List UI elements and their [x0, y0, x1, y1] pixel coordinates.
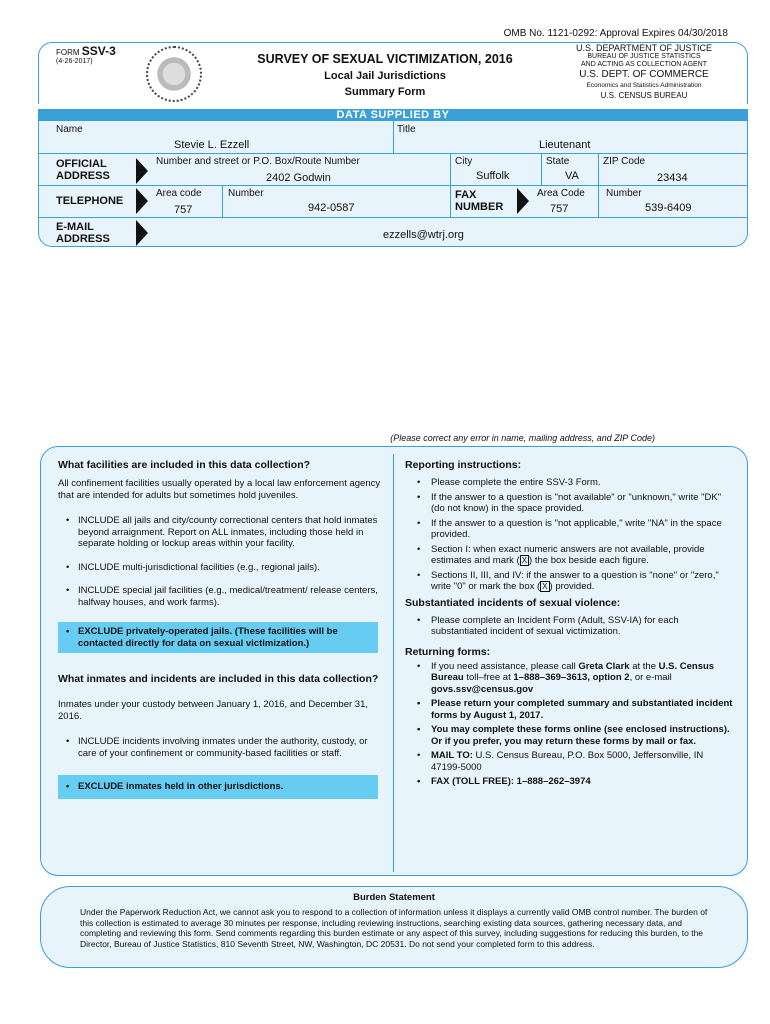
- title-field[interactable]: Lieutenant: [539, 139, 591, 151]
- facilities-heading: What facilities are included in this data collection?: [58, 459, 311, 471]
- arrow-right-icon: [136, 220, 148, 246]
- left-column: [58, 459, 383, 799]
- inmates-paragraph: Inmates under your custody between January 1, 2016, and December 31, 2016.: [58, 699, 368, 722]
- column-divider: [393, 454, 394, 872]
- area-code-field[interactable]: 757: [174, 204, 193, 216]
- street-field[interactable]: 2402 Godwin: [266, 172, 331, 184]
- list-item: • INCLUDE multi-jurisdictional facilities (e.g., regional jails).: [64, 562, 383, 574]
- exclude-other-jurisdictions-callout: [58, 775, 378, 799]
- list-item: • Please return your completed summary and substantiated incident forms by August 1, 2017.: [405, 698, 735, 721]
- divider: [598, 153, 599, 185]
- divider: [38, 217, 748, 218]
- arrow-right-icon: [136, 188, 148, 214]
- list-item: • You may complete these forms online (see enclosed instructions). Or if you prefer, you may return these forms by mail or fax.: [405, 724, 735, 747]
- name-label: Name: [56, 124, 83, 135]
- title-label: Title: [397, 124, 416, 135]
- divider: [38, 153, 748, 154]
- list-item: • If the answer to a question is "not applicable," write "NA" in the space provided.: [405, 518, 735, 541]
- zip-label: ZIP Code: [603, 156, 646, 167]
- divider: [222, 185, 223, 217]
- support-email-link[interactable]: govs.ssv@census.gov: [431, 683, 534, 695]
- form-date: (4-26-2017): [56, 58, 93, 65]
- list-item: • EXCLUDE privately-operated jails. (These facilities will be contacted directly for data on sexual victimization.): [64, 626, 372, 649]
- fax-number-label: Number: [606, 188, 642, 199]
- list-item: • INCLUDE special jail facilities (e.g., medical/treatment/ release centers, halfway houses, and work farms).: [64, 585, 383, 608]
- official-address-label: OFFICIAL ADDRESS: [56, 158, 110, 182]
- list-item: • Section I: when exact numeric answers are not available, provide estimates and mark ( X ) the box beside each figure.: [405, 544, 735, 567]
- phone-number-field[interactable]: 942-0587: [308, 202, 355, 214]
- fax-area-field[interactable]: 757: [550, 203, 569, 215]
- correction-note: (Please correct any error in name, mailing address, and ZIP Code): [390, 433, 655, 443]
- state-field[interactable]: VA: [565, 170, 579, 182]
- email-label: E-MAIL ADDRESS: [56, 221, 110, 245]
- list-item: • Please complete the entire SSV-3 Form.: [405, 477, 735, 489]
- arrow-right-icon: [136, 158, 148, 184]
- zip-field[interactable]: 23434: [657, 172, 688, 184]
- email-field[interactable]: ezzells@wtrj.org: [383, 229, 464, 241]
- list-item: • Sections II, III, and IV: if the answer to a question is "none" or "zero," write "0" or mark the box ( X ) provided.: [405, 570, 735, 593]
- list-item: • INCLUDE incidents involving inmates under the authority, custody, or care of your confinement or community-based facilities or staff.: [64, 736, 383, 759]
- list-item: • If you need assistance, please call Greta Clark at the U.S. Census Bureau toll–free at 1–888–369–3613, option 2, or e-mail govs.ssv@census.gov: [405, 661, 735, 696]
- divider: [38, 185, 748, 186]
- list-item: • Please complete an Incident Form (Adult, SSV-IA) for each substantiated incident of sexual victimization.: [405, 615, 735, 638]
- city-label: City: [455, 156, 473, 167]
- arrow-right-icon: [517, 188, 529, 214]
- right-column: [405, 459, 735, 791]
- exclude-private-jails-callout: [58, 622, 378, 653]
- divider: [450, 185, 451, 217]
- street-label: Number and street or P.O. Box/Route Number: [156, 156, 360, 167]
- form-id: FORM SSV-3: [56, 44, 116, 58]
- list-item: • EXCLUDE inmates held in other jurisdictions.: [64, 781, 372, 793]
- agency-block: U.S. DEPARTMENT OF JUSTICE BUREAU OF JUSTICE STATISTICS AND ACTING AS COLLECTION AGENT U.S. DEPT. OF COMMERCE Economics and Statistics Administration U.S. CENSUS BUREAU: [575, 43, 712, 101]
- burden-title: Burden Statement: [353, 892, 435, 903]
- fax-area-label: Area Code: [537, 188, 585, 199]
- returning-heading: Returning forms:: [405, 645, 491, 658]
- list-item: • FAX (TOLL FREE): 1–888–262–3974: [405, 776, 735, 788]
- checkbox-icon: X: [521, 556, 528, 565]
- data-supplied-by-bar: DATA SUPPLIED BY: [38, 109, 748, 121]
- reporting-heading: Reporting instructions:: [405, 459, 522, 471]
- state-label: State: [546, 156, 570, 167]
- divider: [393, 121, 394, 153]
- telephone-label: TELEPHONE: [56, 195, 124, 207]
- survey-subtitle: Local Jail Jurisdictions: [324, 70, 446, 82]
- city-field[interactable]: Suffolk: [476, 170, 510, 182]
- incidents-heading: Substantiated incidents of sexual violence:: [405, 596, 621, 609]
- survey-title: SURVEY OF SEXUAL VICTIMIZATION, 2016: [257, 52, 513, 66]
- divider: [450, 153, 451, 185]
- checkbox-icon: X: [542, 582, 548, 591]
- omb-number: OMB No. 1121-0292: Approval Expires 04/30/2018: [503, 28, 728, 39]
- list-item: • INCLUDE all jails and city/county correctional centers that hold inmates beyond arraignment. Report on ALL inmates, including those held in separate holding or lockup areas within your facility.: [64, 515, 383, 550]
- burden-text: Under the Paperwork Reduction Act, we cannot ask you to respond to a collection of information unless it displays a currently valid OMB control number. The burden of this collection is estimated to average 30 minutes per response, including reviewing instructions, searching existing data sources, gathering necessary data, and completing and reviewing this form. Send comments regarding this burden estimate or any aspect of this survey, including suggestions for reducing this burden, to the Director, Bureau of Justice Statistics, 810 Seventh Street, NW, Washington, DC 20531. Do not send your completed form to this address.: [80, 907, 708, 949]
- name-field[interactable]: Stevie L. Ezzell: [174, 139, 250, 151]
- inmates-heading: What inmates and incidents are included in this data collection?: [58, 673, 379, 685]
- fax-number-field[interactable]: 539-6409: [645, 202, 692, 214]
- facilities-paragraph: All confinement facilities usually operated by a local law enforcement agency that are intended for adults but sometimes hold juveniles.: [58, 478, 381, 501]
- list-item: • If the answer to a question is "not available" or "unknown," write "DK" (do not know) in the space provided.: [405, 492, 735, 515]
- divider: [541, 153, 542, 185]
- doj-seal-logo: [146, 46, 202, 102]
- divider: [598, 185, 599, 217]
- list-item: • MAIL TO: U.S. Census Bureau, P.O. Box 5000, Jeffersonville, IN 47199-5000: [405, 750, 735, 773]
- survey-form-name: Summary Form: [344, 86, 426, 98]
- fax-label: FAX NUMBER: [455, 189, 504, 213]
- area-code-label: Area code: [156, 188, 202, 199]
- number-label: Number: [228, 188, 264, 199]
